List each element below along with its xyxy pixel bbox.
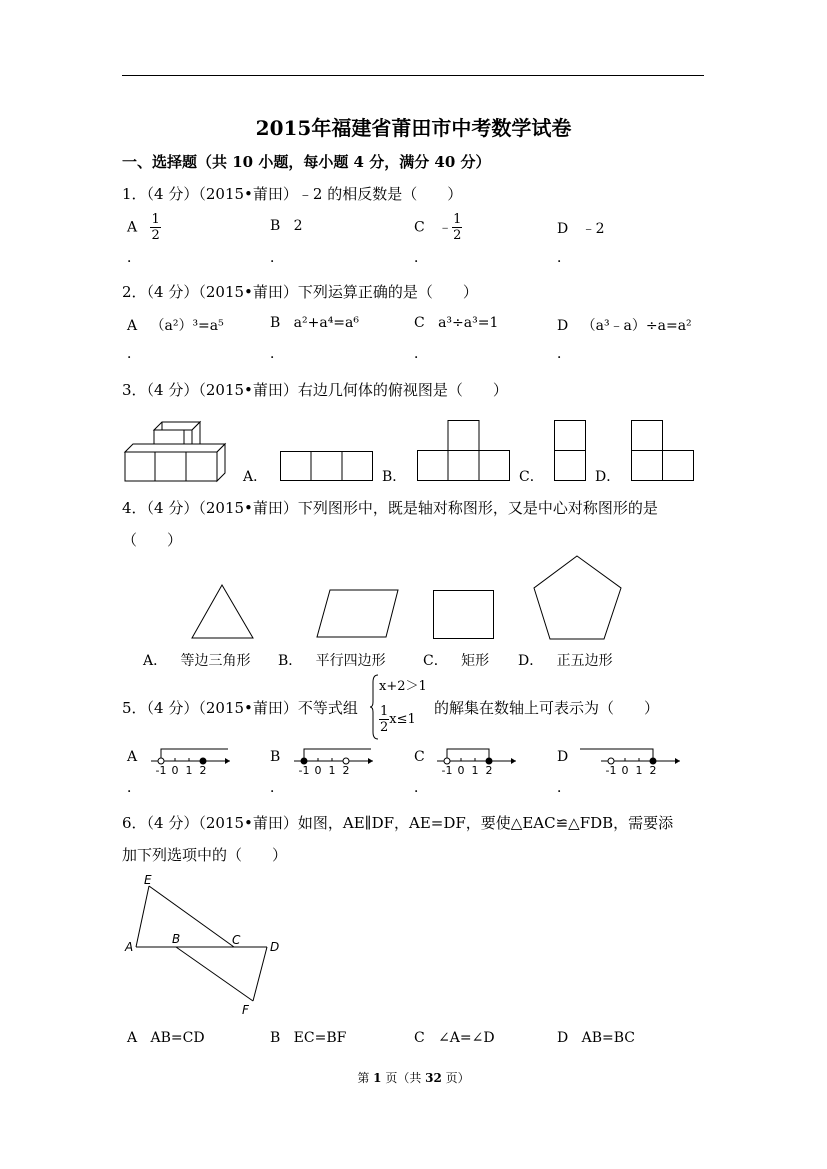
- endpoint-left: [158, 758, 164, 764]
- q4-option-d[interactable]: D． 正五边形: [518, 653, 613, 669]
- tick-label: 0: [314, 764, 322, 777]
- q1-d-dot: ．: [557, 250, 571, 266]
- endpoint-right: [343, 758, 349, 764]
- tick-label: 1: [185, 764, 193, 777]
- endpoint-left: [444, 758, 450, 764]
- q5-d-dot: ．: [557, 780, 571, 796]
- q4-option-b[interactable]: B． 平行四边形: [278, 653, 386, 669]
- q2-d-dot: ．: [557, 346, 571, 362]
- q3-option-b[interactable]: B．: [382, 469, 407, 485]
- solution-bracket: [161, 749, 228, 761]
- q6-label-b: B: [172, 932, 181, 946]
- q1-option-a[interactable]: A $\frac{1}{2}$: [127, 212, 160, 243]
- q4-parallelogram: [316, 589, 400, 639]
- solution-bracket: [447, 749, 489, 761]
- q6-option-c[interactable]: C ∠A=∠D: [414, 1030, 495, 1046]
- tick-label: 1: [635, 764, 643, 777]
- q5-b-dot: ．: [270, 780, 284, 796]
- q5-option-c[interactable]: C: [414, 749, 425, 765]
- q3-solid-figure: [124, 408, 234, 482]
- q2-option-d[interactable]: D （a³﹣a）÷a=a²: [557, 318, 692, 334]
- q5-ineq1: x+2＞1: [379, 679, 427, 694]
- q4-stem-line1: 4．（4 分）（2015•莆田）下列图形中，既是轴对称图形，又是中心对称图形的是: [122, 499, 658, 517]
- q6-label-d: D: [270, 940, 280, 954]
- header-rule: [122, 75, 704, 76]
- q6-option-a[interactable]: A AB=CD: [127, 1030, 205, 1046]
- q6-label-c: C: [232, 933, 241, 947]
- q3-a-view: [280, 451, 374, 482]
- q5-stem-post: 的解集在数轴上可表示为（ ）: [434, 699, 660, 717]
- q1-option-c[interactable]: C ﹣ $\frac{1}{2}$: [414, 212, 462, 243]
- tick-label: 2: [199, 764, 207, 777]
- solution-bracket: [304, 749, 371, 761]
- q5-a-number-line: [150, 744, 240, 778]
- q2-a-dot: ．: [127, 346, 141, 362]
- page-title: 2015年福建省莆田市中考数学试卷: [255, 116, 572, 140]
- q3-option-c[interactable]: C．: [519, 469, 544, 485]
- q1-a-dot: ．: [127, 250, 141, 266]
- endpoint-right: [486, 758, 492, 764]
- q3-option-a[interactable]: A．: [243, 469, 268, 485]
- q3-d-view: [631, 420, 695, 482]
- q5-option-d[interactable]: D: [557, 749, 569, 765]
- q6-label-e: E: [144, 873, 152, 887]
- tick-label: 2: [342, 764, 350, 777]
- q1-stem: 1．（4 分）（2015•莆田）﹣2 的相反数是（ ）: [122, 185, 463, 203]
- q1-c-fraction: $\frac{1}{2}$: [453, 212, 462, 243]
- current-page: 1: [373, 1071, 382, 1085]
- tick-label: -1: [605, 764, 617, 777]
- q5-stem-pre: 5．（4 分）（2015•莆田）不等式组: [122, 699, 358, 717]
- axis-arrow: [511, 758, 516, 764]
- q2-option-a[interactable]: A （a²）³=a⁵: [127, 318, 224, 334]
- page-footer: 第 1 页（共 32 页）: [357, 1071, 470, 1085]
- axis-arrow: [675, 758, 680, 764]
- q1-b-dot: ．: [270, 250, 284, 266]
- axis-arrow: [368, 758, 373, 764]
- q2-stem: 2．（4 分）（2015•莆田）下列运算正确的是（ ）: [122, 283, 478, 301]
- q5-a-dot: ．: [127, 780, 141, 796]
- tick-label: -1: [155, 764, 167, 777]
- tick-label: 0: [621, 764, 629, 777]
- q1-option-d[interactable]: D ﹣2: [557, 221, 605, 237]
- q1-option-b[interactable]: B 2: [270, 218, 303, 234]
- solution-bracket: [580, 749, 653, 761]
- tick-label: -1: [298, 764, 310, 777]
- q5-ineq2: $\frac{1}{2}$ x≤1: [380, 704, 416, 735]
- tick-label: -1: [441, 764, 453, 777]
- tick-label: 2: [649, 764, 657, 777]
- endpoint-left: [301, 758, 307, 764]
- q6-label-f: F: [242, 1003, 249, 1017]
- q2-c-dot: ．: [414, 346, 428, 362]
- q5-b-number-line: [293, 744, 383, 778]
- q2-b-dot: ．: [270, 346, 284, 362]
- tick-label: 1: [328, 764, 336, 777]
- q4-pentagon: [533, 555, 623, 641]
- q3-b-view: [417, 420, 511, 482]
- endpoint-left: [608, 758, 614, 764]
- q3-option-d[interactable]: D．: [595, 469, 621, 485]
- tick-label: 1: [471, 764, 479, 777]
- axis-arrow: [225, 758, 230, 764]
- tick-label: 2: [485, 764, 493, 777]
- total-pages: 32: [425, 1071, 442, 1085]
- q2-option-c[interactable]: C a³÷a³=1: [414, 315, 499, 331]
- q4-option-a[interactable]: A． 等边三角形: [143, 653, 251, 669]
- tick-label: 0: [457, 764, 465, 777]
- q5-option-b[interactable]: B: [270, 749, 281, 765]
- q5-c-dot: ．: [414, 780, 428, 796]
- q4-stem-line2: （ ）: [122, 531, 183, 549]
- q6-option-b[interactable]: B EC=BF: [270, 1030, 347, 1046]
- q3-stem: 3．（4 分）（2015•莆田）右边几何体的俯视图是（ ）: [122, 381, 508, 399]
- q6-stem-line1: 6．（4 分）（2015•莆田）如图，AE∥DF，AE=DF，要使△EAC≌△FDB，需要添: [122, 814, 674, 832]
- q2-option-b[interactable]: B a²+a⁴=a⁶: [270, 315, 359, 331]
- endpoint-right: [650, 758, 656, 764]
- q5-c-number-line: [436, 744, 526, 778]
- q3-c-view: [554, 420, 587, 482]
- q6-label-a: A: [125, 940, 134, 954]
- q1-c-dot: ．: [414, 250, 428, 266]
- q1-a-fraction: $\frac{1}{2}$: [151, 212, 160, 243]
- q5-d-number-line: [580, 744, 690, 778]
- q4-option-c[interactable]: C． 矩形: [423, 653, 490, 669]
- q6-geometry-figure: [122, 870, 292, 1020]
- section-heading: 一、选择题（共 10 小题，每小题 4 分，满分 40 分）: [122, 153, 491, 171]
- q4-triangle: [190, 584, 256, 640]
- q6-option-d[interactable]: D AB=BC: [557, 1030, 635, 1046]
- q4-rectangle: [433, 590, 495, 640]
- tick-label: 0: [171, 764, 179, 777]
- q5-option-a[interactable]: A: [127, 749, 138, 765]
- endpoint-right: [200, 758, 206, 764]
- q6-stem-line2: 加下列选项中的（ ）: [122, 846, 288, 864]
